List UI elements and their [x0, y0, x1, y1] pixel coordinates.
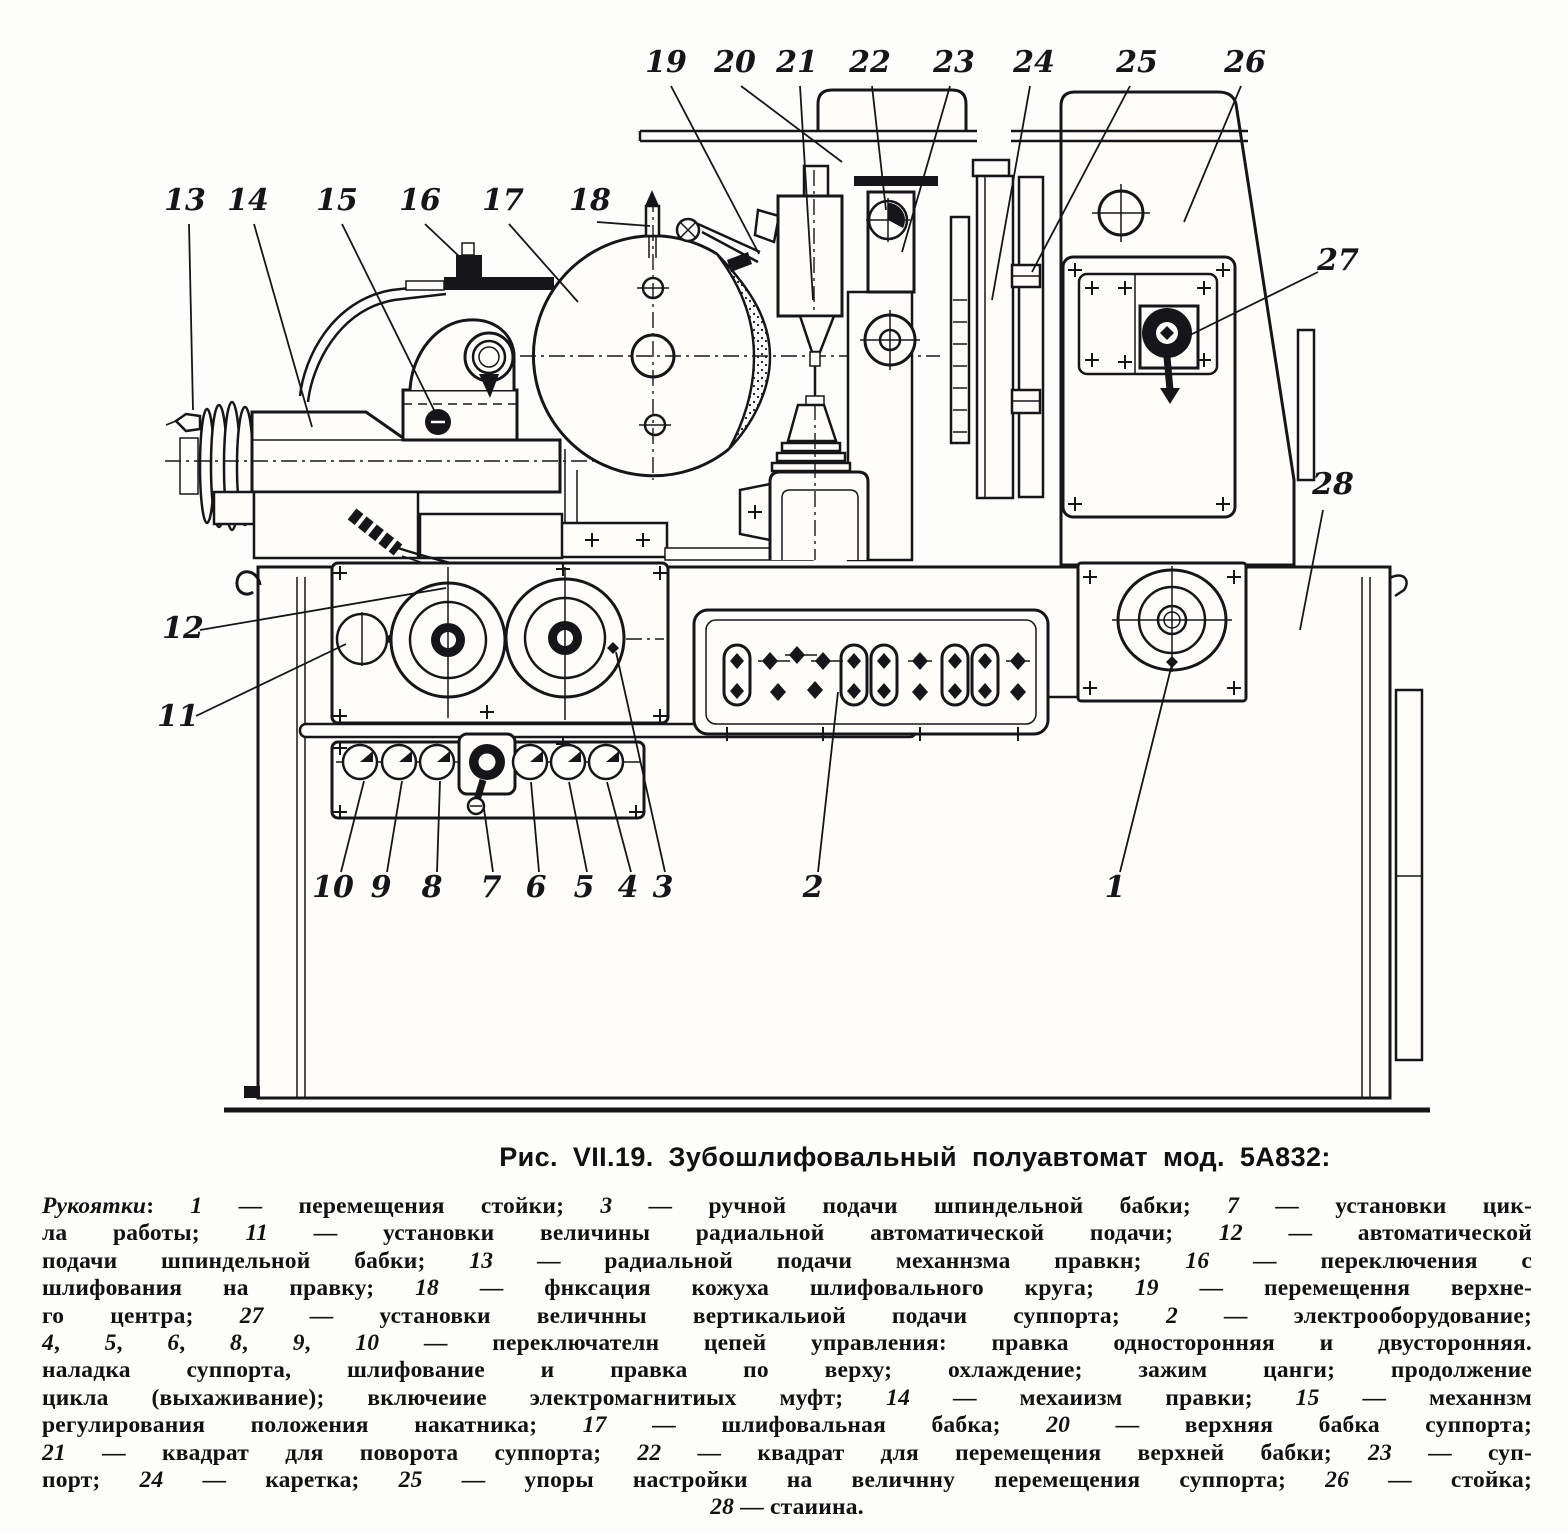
callout-23: 23 — [933, 45, 975, 80]
caption-line: Рукоятки: 1 — перемещения стойки; 3 — ручной подачи шпиндельной бабки; 7 — установки цик- — [42, 1193, 1532, 1219]
electrical-panel-2 — [694, 610, 1078, 741]
leader-line-14 — [254, 224, 312, 427]
selector-knob-10[interactable] — [343, 745, 377, 779]
carriage-plate-24 — [977, 176, 1013, 498]
feed-dial-panel — [332, 562, 668, 723]
caption-line: подачи шпиндельной бабки; 13 — радиальной подачи механнзма правкн; 16 — переключения с — [42, 1247, 1532, 1274]
leader-line-16 — [425, 224, 463, 260]
clamp-pin-13 — [176, 414, 200, 431]
callout-15: 15 — [316, 183, 358, 218]
figure-caption — [42, 1193, 1532, 1522]
leader-line-18 — [597, 222, 650, 226]
column — [1011, 92, 1314, 565]
bed-side-strip — [1396, 690, 1422, 1060]
dresser-mechanism — [300, 243, 554, 440]
callout-25: 25 — [1116, 45, 1158, 80]
dresser-rail — [444, 277, 554, 290]
caption-line: го центра; 27 — установки величнны вертикальиой подачи суппорта; 2 — электрооборудование; — [42, 1302, 1532, 1329]
centre-cone — [788, 405, 836, 441]
callout-22: 22 — [849, 45, 891, 80]
callout-3: 3 — [652, 870, 674, 905]
callout-26: 26 — [1224, 45, 1266, 80]
selector-knob-8[interactable] — [420, 745, 454, 779]
dresser-base — [403, 390, 517, 440]
callout-17: 17 — [482, 183, 524, 218]
callout-2: 2 — [802, 870, 824, 905]
selector-knob-4[interactable] — [589, 745, 623, 779]
leader-line-17 — [509, 224, 578, 302]
rack-strip — [951, 217, 969, 443]
callout-16: 16 — [399, 183, 441, 218]
selector-knob-9[interactable] — [382, 745, 416, 779]
callout-4: 4 — [617, 870, 639, 905]
caption-line: 4, 5, 6, 8, 9, 10 — переключателн цепей управления: правка односторонняя и двусторонняя. — [42, 1330, 1532, 1357]
callout-27: 27 — [1317, 243, 1359, 278]
callout-24: 24 — [1013, 45, 1055, 80]
callout-8: 8 — [421, 870, 443, 905]
callout-21: 21 — [776, 45, 818, 80]
callout-10: 10 — [312, 870, 354, 905]
column-traverse-panel — [1078, 563, 1246, 701]
caption-line: 28 — стаиина. — [710, 1494, 864, 1521]
bed-right-hook — [1390, 576, 1407, 596]
callout-12: 12 — [162, 611, 204, 646]
figure-title: Рис. VII.19. Зубошлифовальный полуавтомат мод. 5А832: — [499, 1142, 1331, 1172]
callout-20: 20 — [714, 45, 756, 80]
callout-9: 9 — [370, 870, 392, 905]
leader-line-15 — [342, 224, 436, 414]
callout-7: 7 — [480, 870, 502, 905]
callout-13: 13 — [164, 183, 206, 218]
caption-line: шлифования на правку; 18 — фнксация кожуха шлифовального круга; 19 — перемещення верхне- — [42, 1275, 1533, 1302]
callout-5: 5 — [573, 870, 595, 905]
callout-14: 14 — [227, 183, 269, 218]
callout-11: 11 — [157, 699, 199, 734]
caption-line: ла работы; 11 — установки величины радиальной автоматической подачи; 12 — автоматической — [42, 1220, 1532, 1247]
leader-line-13 — [189, 224, 193, 410]
caption-line: цикла (выхаживание); включеиие электромагнитиых муфт; 14 — мехаиизм правки; 15 — механнзм — [42, 1384, 1533, 1411]
selector-knob-5[interactable] — [551, 745, 585, 779]
callout-19: 19 — [645, 45, 687, 80]
selector-knob-6[interactable] — [513, 745, 547, 779]
caption-line: порт; 24 — каретка; 25 — упоры настройки на величнну перемещения суппорта; 26 — стойка; — [42, 1467, 1533, 1494]
callout-1: 1 — [1104, 870, 1126, 905]
callout-6: 6 — [525, 870, 547, 905]
callout-28: 28 — [1312, 467, 1354, 502]
callout-18: 18 — [569, 183, 611, 218]
caption-line: наладка суппорта, шлифование и правка по верху; охлаждение; зажим цанги; продолжение — [42, 1357, 1532, 1384]
caption-line: регулирования положения накатника; 17 — шлифовальная бабка; 20 — верхняя бабка суппорта; — [42, 1412, 1532, 1439]
caption-line: 21 — квадрат для поворота суппорта; 22 — квадрат для перемещения верхней бабки; 23 — суп- — [42, 1439, 1533, 1466]
pedestal — [770, 472, 868, 560]
